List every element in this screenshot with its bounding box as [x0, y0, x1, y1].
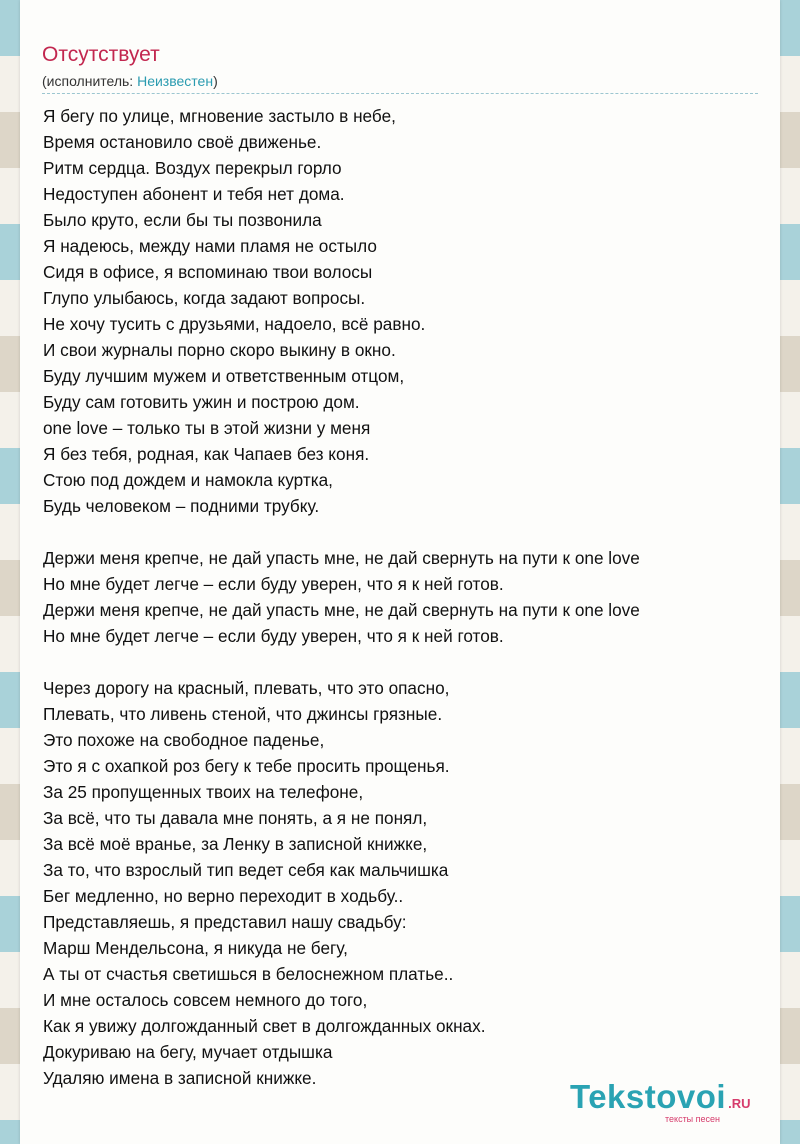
song-meta	[42, 73, 218, 89]
lyric-line: Буду сам готовить ужин и построю дом.	[43, 392, 360, 412]
lyric-line: one love – только ты в этой жизни у меня	[43, 418, 371, 438]
lyric-line: Сидя в офисе, я вспоминаю твои волосы	[43, 262, 373, 282]
lyric-line: И свои журналы порно скоро выкину в окно.	[43, 340, 396, 360]
meta-suffix: )	[213, 73, 218, 89]
stanza-break	[43, 519, 773, 545]
lyric-line: Докуриваю на бегу, мучает отдышка	[43, 1042, 333, 1062]
artist-link[interactable]: Неизвестен	[137, 73, 214, 89]
lyric-line: Глупо улыбаюсь, когда задают вопросы.	[43, 288, 366, 308]
song-title: Отсутствует	[42, 43, 160, 66]
lyric-line: Бег медленно, но верно переходит в ходьбу..	[43, 886, 404, 906]
lyric-line: За всё, что ты давала мне понять, а я не понял,	[43, 808, 428, 828]
logo-tagline: тексты песен	[665, 1114, 721, 1124]
logo-tld: .RU	[728, 1096, 751, 1111]
lyric-line: И мне осталось совсем немного до того,	[43, 990, 368, 1010]
lyric-line: Я бегу по улице, мгновение застыло в небе,	[43, 106, 396, 126]
lyric-line: Будь человеком – подними трубку.	[43, 496, 320, 516]
lyric-line: Держи меня крепче, не дай упасть мне, не дай свернуть на пути к one love	[43, 600, 640, 620]
lyric-line: За всё моё вранье, за Ленку в записной книжке,	[43, 834, 428, 854]
lyric-line: Это я с охапкой роз бегу к тебе просить прощенья.	[43, 756, 450, 776]
lyric-line: Плевать, что ливень стеной, что джинсы грязные.	[43, 704, 443, 724]
lyric-line: Стою под дождем и намокла куртка,	[43, 470, 333, 490]
lyric-line: Было круто, если бы ты позвонила	[43, 210, 322, 230]
lyric-line: Как я увижу долгожданный свет в долгожданных окнах.	[43, 1016, 486, 1036]
lyric-line: Но мне будет легче – если буду уверен, что я к ней готов.	[43, 626, 504, 646]
lyric-line: Я надеюсь, между нами пламя не остыло	[43, 236, 377, 256]
lyric-line: Не хочу тусить с друзьями, надоело, всё равно.	[43, 314, 426, 334]
lyric-line: Марш Мендельсона, я никуда не бегу,	[43, 938, 348, 958]
lyric-line: Недоступен абонент и тебя нет дома.	[43, 184, 345, 204]
site-logo[interactable]	[570, 1078, 751, 1124]
lyric-line: Ритм сердца. Воздух перекрыл горло	[43, 158, 342, 178]
stanza-break	[43, 649, 773, 675]
lyric-line: Но мне будет легче – если буду уверен, что я к ней готов.	[43, 574, 504, 594]
lyric-line: Держи меня крепче, не дай упасть мне, не дай свернуть на пути к one love	[43, 548, 640, 568]
lyric-line: Время остановило своё движенье.	[43, 132, 322, 152]
lyric-line: Через дорогу на красный, плевать, что это опасно,	[43, 678, 450, 698]
lyric-line: А ты от счастья светишься в белоснежном платье..	[43, 964, 454, 984]
lyric-line: Буду лучшим мужем и ответственным отцом,	[43, 366, 405, 386]
lyric-line: Представляешь, я представил нашу свадьбу:	[43, 912, 407, 932]
header-divider	[42, 93, 758, 94]
lyric-line: Я без тебя, родная, как Чапаев без коня.	[43, 444, 370, 464]
lyric-line: За 25 пропущенных твоих на телефоне,	[43, 782, 364, 802]
lyric-line: За то, что взрослый тип ведет себя как мальчишка	[43, 860, 449, 880]
lyrics-text	[43, 103, 773, 1091]
lyric-line: Удаляю имена в записной книжке.	[43, 1068, 317, 1088]
lyric-line: Это похоже на свободное паденье,	[43, 730, 325, 750]
meta-prefix: (исполнитель:	[42, 73, 138, 89]
logo-name: Tekstovoi	[570, 1078, 727, 1115]
